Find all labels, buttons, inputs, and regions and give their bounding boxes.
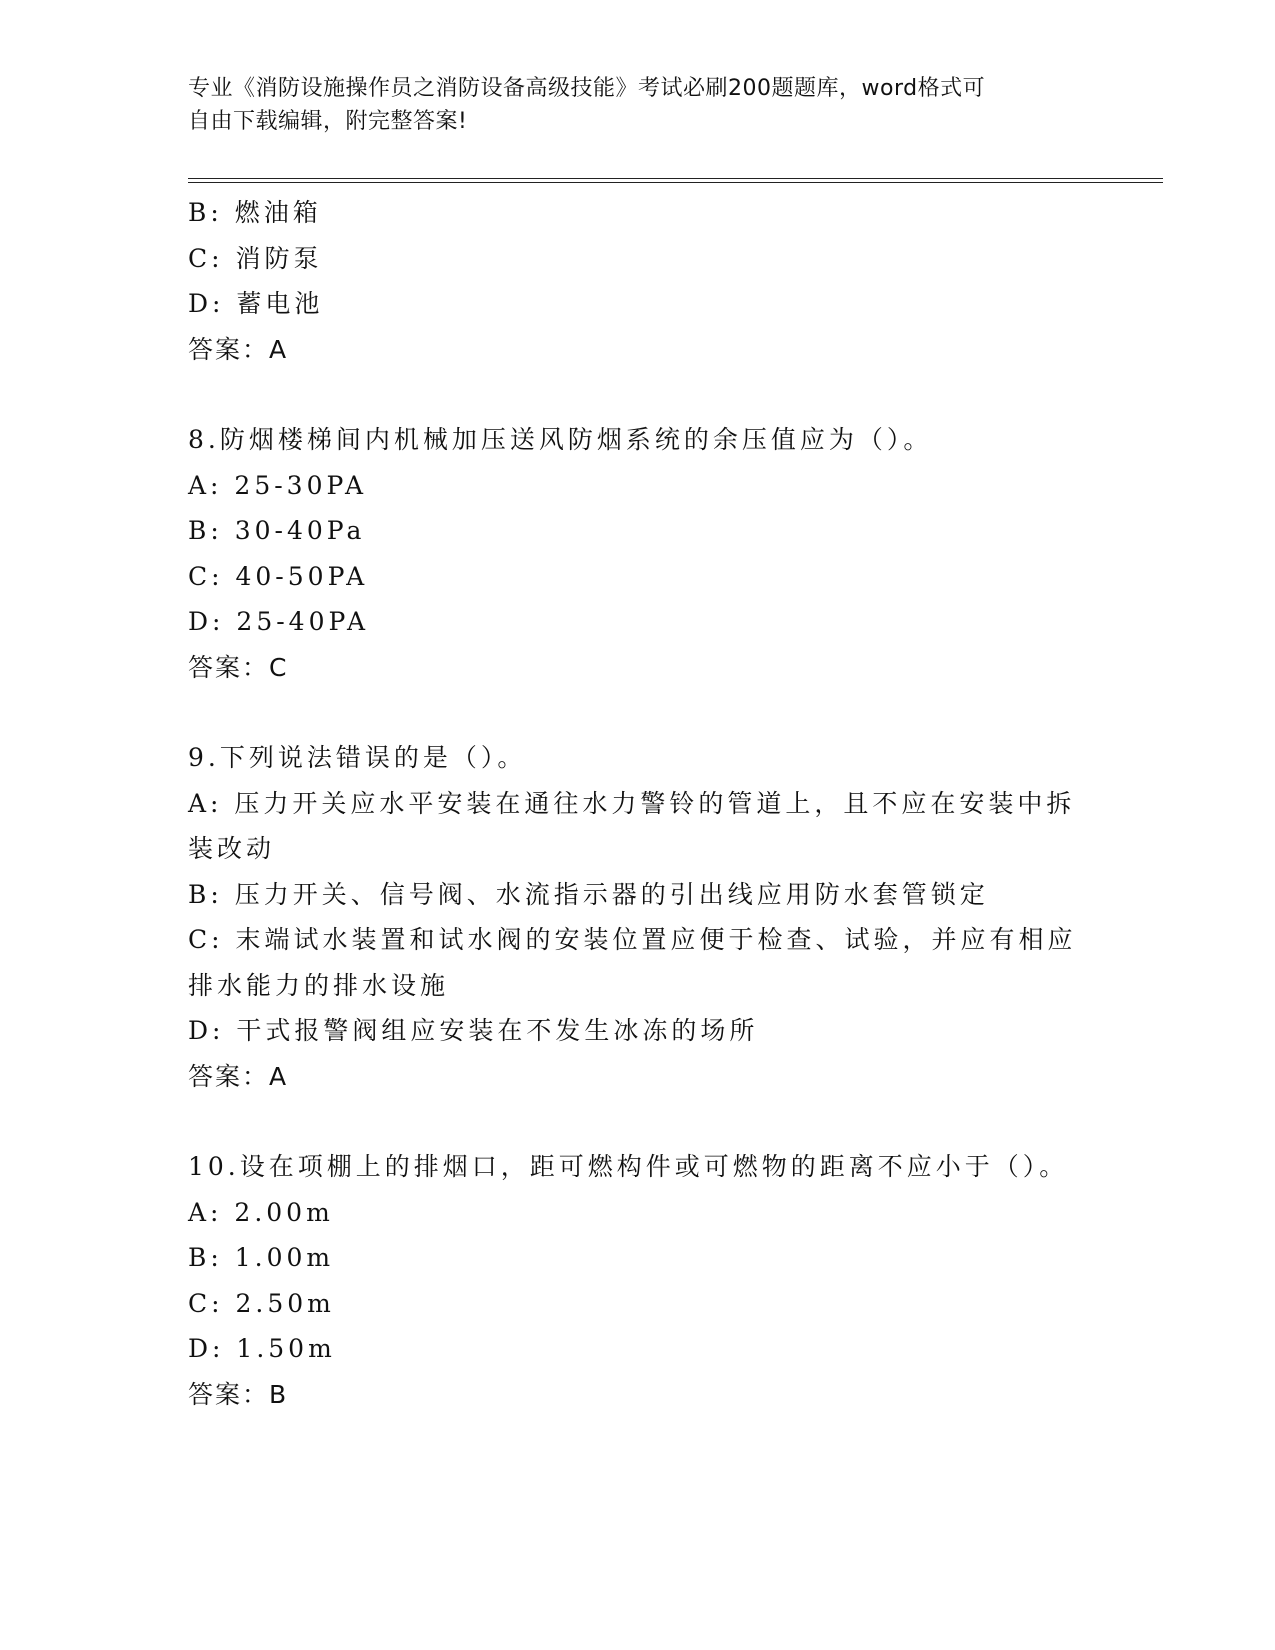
option-c: C: 末端试水装置和试水阀的安装位置应便于检查、试验，并应有相应 bbox=[188, 925, 1077, 954]
header-line-2: 自由下载编辑，附完整答案! bbox=[188, 109, 468, 134]
spacer bbox=[188, 372, 1088, 417]
option-d: D: 蓄电池 bbox=[188, 289, 324, 318]
question-10-block bbox=[188, 1144, 1088, 1417]
page-header bbox=[188, 72, 1068, 138]
answer-line: 答案：C bbox=[188, 652, 289, 682]
option-a: A: 2.00m bbox=[188, 1197, 334, 1227]
answer-line: 答案：B bbox=[188, 1379, 289, 1409]
header-divider bbox=[188, 178, 1163, 183]
option-a-continued: 装改动 bbox=[188, 834, 276, 863]
option-a: A: 压力开关应水平安装在通往水力警铃的管道上，且不应在安装中拆 bbox=[188, 788, 1076, 818]
spacer bbox=[188, 690, 1088, 735]
option-d: D: 干式报警阀组应安装在不发生冰冻的场所 bbox=[188, 1016, 759, 1045]
question-list bbox=[188, 190, 1088, 1417]
header-line-1: 专业《消防设施操作员之消防设备高级技能》考试必刷200题题库，word格式可 bbox=[188, 76, 986, 101]
question-9-block bbox=[188, 735, 1088, 1099]
option-b: B: 30-40Pa bbox=[188, 516, 366, 545]
question-8-block bbox=[188, 417, 1088, 690]
answer-line: 答案：A bbox=[188, 334, 289, 364]
option-d: D: 25-40PA bbox=[188, 607, 370, 636]
option-c: C: 40-50PA bbox=[188, 561, 369, 591]
spacer bbox=[188, 1099, 1088, 1144]
option-c: C: 消防泵 bbox=[188, 243, 323, 273]
answer-line: 答案：A bbox=[188, 1061, 289, 1091]
question-text: 10.设在项棚上的排烟口，距可燃构件或可燃物的距离不应小于（）。 bbox=[188, 1152, 1069, 1181]
option-a: A: 25-30PA bbox=[188, 470, 368, 500]
question-7-block bbox=[188, 190, 1088, 372]
option-b: B: 燃油箱 bbox=[188, 198, 322, 227]
option-c: C: 2.50m bbox=[188, 1288, 335, 1318]
question-text: 8.防烟楼梯间内机械加压送风防烟系统的余压值应为（）。 bbox=[188, 425, 933, 454]
option-b: B: 压力开关、信号阀、水流指示器的引出线应用防水套管锁定 bbox=[188, 879, 989, 909]
option-d: D: 1.50m bbox=[188, 1334, 336, 1363]
option-c-continued: 排水能力的排水设施 bbox=[188, 970, 450, 1000]
option-b: B: 1.00m bbox=[188, 1243, 335, 1272]
question-text: 9.下列说法错误的是（）。 bbox=[188, 743, 527, 772]
